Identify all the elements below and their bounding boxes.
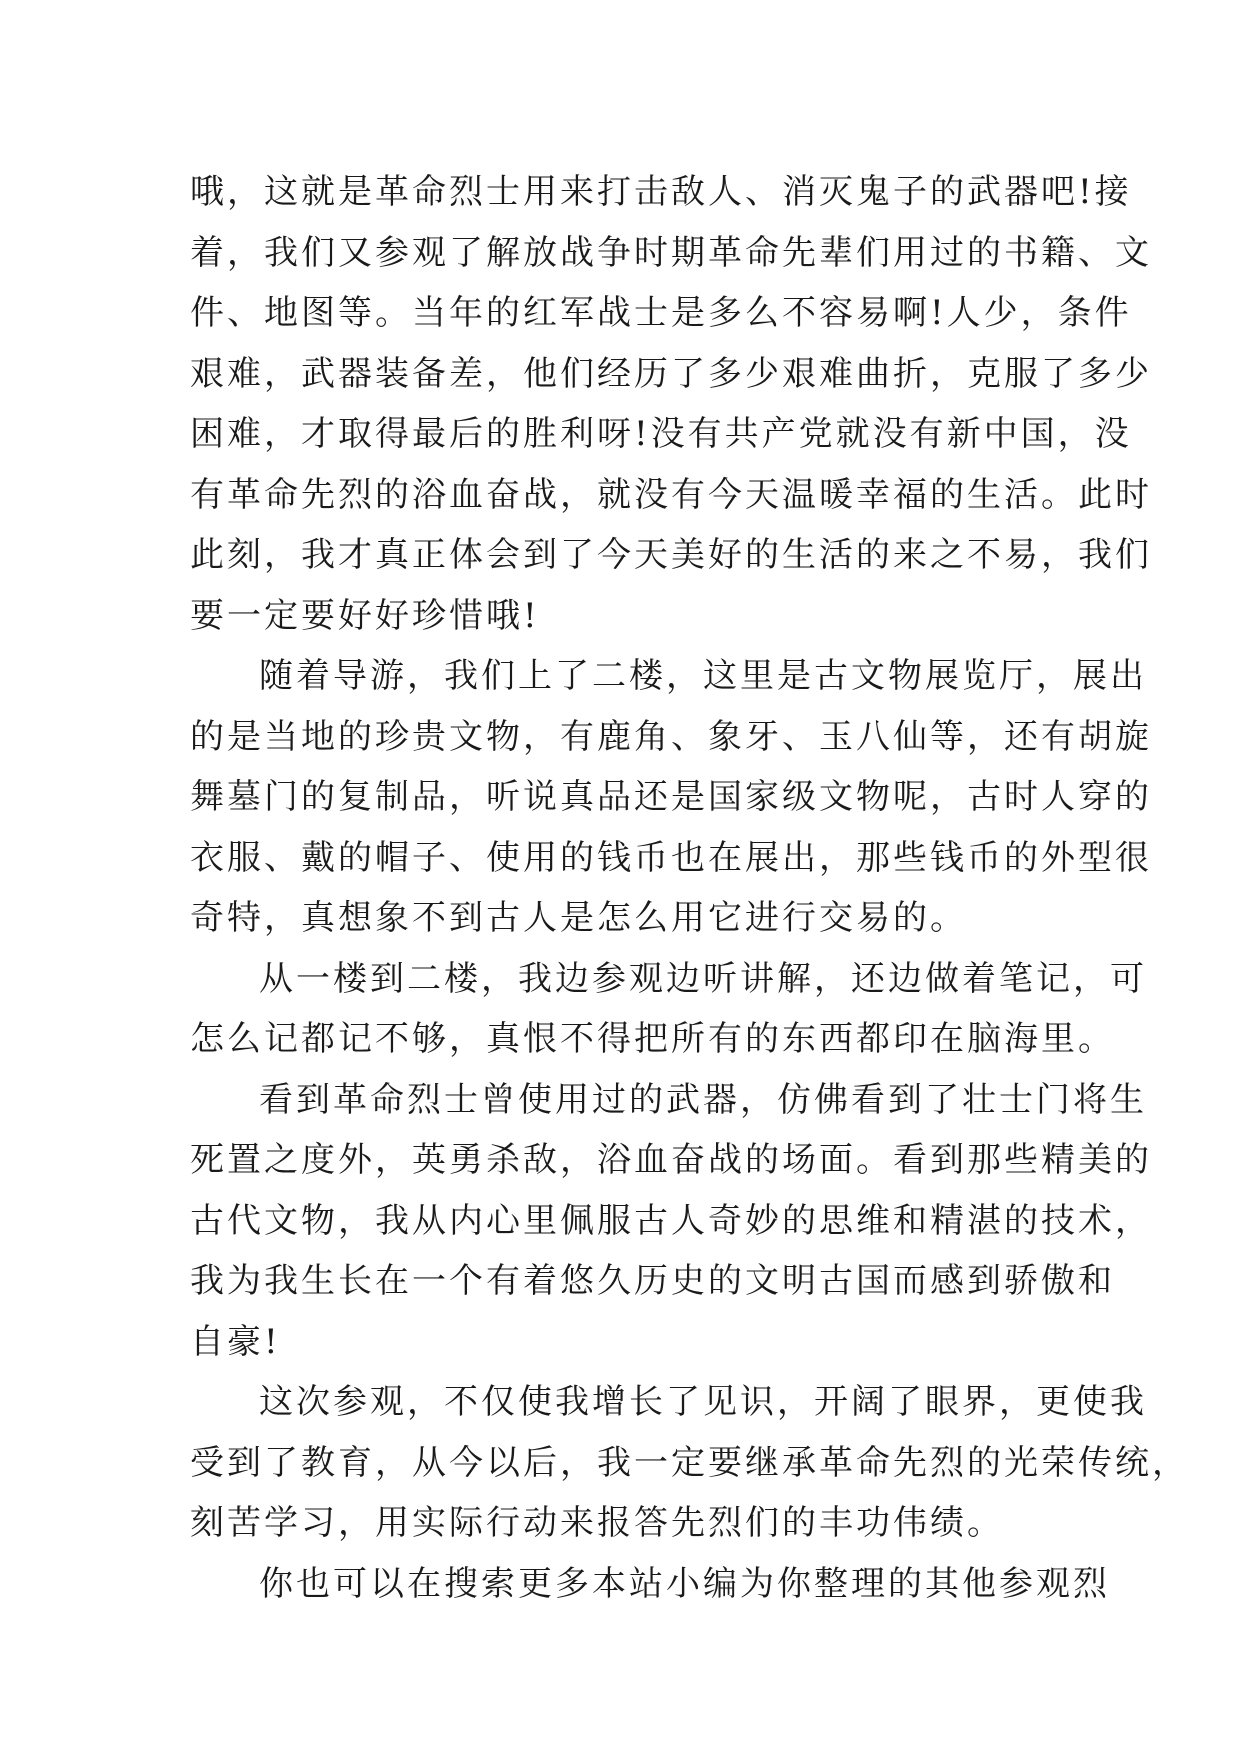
text-line: 随着导游，我们上了二楼，这里是古文物展览厅，展出: [259, 656, 1147, 696]
paragraph-5: [190, 1372, 1189, 1554]
text-line: 古代文物，我从内心里佩服古人奇妙的思维和精湛的技术，: [190, 1200, 1152, 1241]
paragraph-3: [190, 949, 1147, 1070]
paragraph-2: [190, 646, 1152, 949]
text-line: 着，我们又参观了解放战争时期革命先辈们用过的书籍、文: [190, 232, 1152, 273]
paragraph-6: [190, 1554, 1110, 1615]
text-line: 刻苦学习，用实际行动来报答先烈们的丰功伟绩。: [190, 1503, 1004, 1543]
text-line: 我为我生长在一个有着悠久历史的文明古国而感到骄傲和: [190, 1261, 1115, 1301]
text-line: 看到革命烈士曾使用过的武器，仿佛看到了壮士门将生: [259, 1079, 1147, 1120]
text-line: 奇特，真想象不到古人是怎么用它进行交易的。: [190, 898, 967, 938]
text-line: 你也可以在搜索更多本站小编为你整理的其他参观烈: [259, 1563, 1110, 1604]
text-line: 死置之度外，英勇杀敌，浴血奋战的场面。看到那些精美的: [190, 1140, 1152, 1180]
text-line: 舞墓门的复制品，听说真品还是国家级文物呢，古时人穿的: [190, 777, 1152, 817]
text-line: 艰难，武器装备差，他们经历了多少艰难曲折，克服了多少: [190, 353, 1152, 394]
paragraph-4: [190, 1070, 1152, 1373]
text-line: 衣服、戴的帽子、使用的钱币也在展出，那些钱币的外型很: [190, 837, 1152, 878]
text-line: 自豪!: [190, 1321, 281, 1362]
text-line: 件、地图等。当年的红军战士是多么不容易啊!人少，条件: [190, 293, 1132, 333]
text-line: 的是当地的珍贵文物，有鹿角、象牙、玉八仙等，还有胡旋: [190, 716, 1152, 757]
text-line: 受到了教育，从今以后，我一定要继承革命先烈的光荣传统，: [190, 1442, 1189, 1483]
paragraph-1: [190, 162, 1152, 646]
text-line: 要一定要好好珍惜哦!: [190, 595, 540, 636]
text-line: 此刻，我才真正体会到了今天美好的生活的来之不易，我们: [190, 535, 1152, 575]
document-body: [190, 162, 1189, 1614]
text-line: 困难，才取得最后的胜利呀!没有共产党就没有新中国，没: [190, 414, 1132, 454]
text-line: 这次参观，不仅使我增长了见识，开阔了眼界，更使我: [259, 1382, 1147, 1422]
text-line: 有革命先烈的浴血奋战，就没有今天温暖幸福的生活。此时: [190, 474, 1152, 515]
text-line: 怎么记都记不够，真恨不得把所有的东西都印在脑海里。: [190, 1019, 1115, 1059]
text-line: 从一楼到二楼，我边参观边听讲解，还边做着笔记，可: [259, 958, 1147, 999]
text-line: 哦，这就是革命烈士用来打击敌人、消灭鬼子的武器吧!接: [190, 172, 1132, 212]
